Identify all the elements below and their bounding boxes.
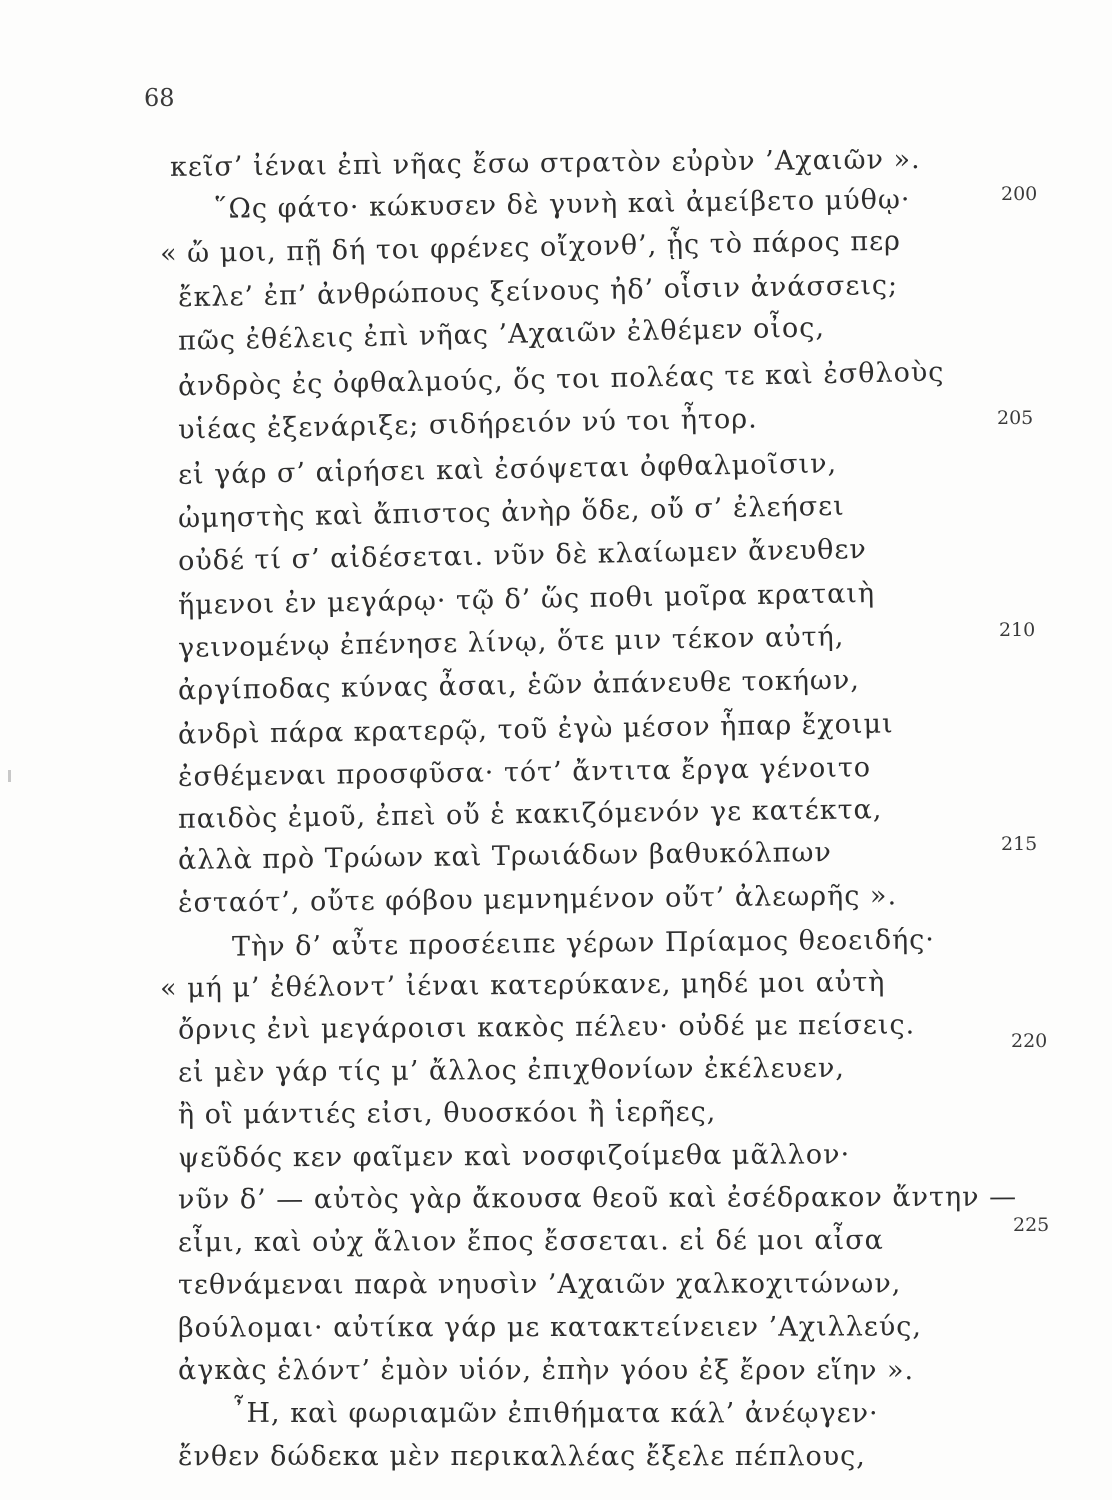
verse-line: Τὴν δ’ αὖτε προσέειπε γέρων Πρίαμος θεοειδής·	[231, 924, 936, 963]
verse-line: γεινομένῳ ἐπένησε λίνῳ, ὅτε μιν τέκον αὐτή,	[177, 621, 845, 664]
verse-line: ἢ οἳ μάντιές εἰσι, θυοσκόοι ἢ ἱερῆες,	[177, 1096, 717, 1131]
line-number: 220	[1011, 1030, 1048, 1052]
verse-line: πῶς ἐθέλεις ἐπὶ νῆας ’Αχαιῶν ἐλθέμεν οἶος,	[177, 312, 826, 357]
verse-line: υἱέας ἐξενάριξε; σιδήρειόν νύ τοι ἦτορ.	[177, 403, 758, 446]
line-number: 200	[1001, 183, 1038, 205]
verse-line: εἰ μὲν γάρ τίς μ’ ἄλλος ἐπιχθονίων ἐκέλευεν,	[177, 1052, 846, 1089]
verse-line: « μή μ’ ἐθέλοντ’ ἰέναι κατερύκανε, μηδέ μοι αὐτὴ	[159, 966, 886, 1005]
verse-line: ἔνθεν δώδεκα μὲν περικαλλέας ἔξελε πέπλους,	[178, 1441, 866, 1472]
verse-line: ψεῦδός κεν φαῖμεν καὶ νοσφιζοίμεθα μᾶλλον·	[177, 1139, 851, 1174]
verse-line: ἀνδρὶ πάρα κρατερῷ, τοῦ ἐγὼ μέσον ἧπαρ ἔχοιμι	[177, 708, 894, 751]
verse-line: ἀγκὰς ἑλόντ’ ἐμὸν υἱόν, ἐπὴν γόου ἐξ ἔρον εἵην ».	[178, 1355, 915, 1386]
line-number: 225	[1013, 1214, 1050, 1236]
verse-line: ὄρνις ἐνὶ μεγάροισι κακὸς πέλευ· οὐδέ με πείσεις.	[177, 1009, 916, 1046]
verse-line: τεθνάμεναι παρὰ νηυσὶν ’Αχαιῶν χαλκοχιτώνων,	[177, 1268, 902, 1301]
verse-line: κεῖσ’ ἰέναι ἐπὶ νῆας ἔσω στρατὸν εὐρὺν ’Αχαιῶν ».	[169, 144, 921, 183]
verse-line: « ὤ μοι, πῇ δή τοι φρένες οἴχονθ’, ᾗς τὸ πάρος περ	[159, 225, 902, 270]
verse-line: ἀργίποδας κύνας ἆσαι, ἑῶν ἀπάνευθε τοκήων,	[177, 664, 861, 707]
verse-line: ὠμηστὴς καὶ ἄπιστος ἀνὴρ ὅδε, οὔ σ’ ἐλεήσει	[177, 490, 845, 535]
verse-line: ἑσταότ’, οὔτε φόβου μεμνημένον οὔτ’ ἀλεωρῆς ».	[177, 880, 898, 919]
verse-line: ἐσθέμεναι προσφῦσα· τότ’ ἄντιτα ἔργα γένοιτο	[177, 752, 872, 793]
line-number: 210	[999, 619, 1036, 641]
verse-line: ἥμενοι ἐν μεγάρῳ· τῷ δ’ ὥς ποθι μοῖρα κραταιὴ	[177, 577, 876, 622]
verse-line: εἶμι, καὶ οὐχ ἅλιον ἔπος ἔσσεται. εἰ δέ μοι αἶσα	[177, 1224, 884, 1259]
verse-line: βούλομαι· αὐτίκα γάρ με κατακτείνειεν ’Αχιλλεύς,	[177, 1311, 923, 1344]
verse-line: ἔκλε’ ἐπ’ ἀνθρώπους ξείνους ἠδ’ οἷσιν ἀνάσσεις;	[177, 269, 899, 314]
verse-line: εἰ γάρ σ’ αἱρήσει καὶ ἐσόψεται ὀφθαλμοῖσιν,	[177, 448, 838, 491]
verse-line: ἀλλὰ πρὸ Τρώων καὶ Τρωιάδων βαθυκόλπων	[177, 837, 833, 876]
verse-line: ἀνδρὸς ἐς ὀφθαλμούς, ὅς τοι πολέας τε καὶ ἐσθλοὺς	[177, 356, 945, 403]
verse-line: οὐδέ τί σ’ αἰδέσεται. νῦν δὲ κλαίωμεν ἄνευθεν	[177, 533, 868, 578]
page-number: 68	[144, 84, 175, 112]
line-number: 215	[1001, 833, 1038, 855]
verse-line: ῞Ως φάτο· κώκυσεν δὲ γυνὴ καὶ ἀμείβετο μύθῳ·	[213, 184, 911, 225]
verse-line: παιδὸς ἐμοῦ, ἐπεὶ οὔ ἑ κακιζόμενόν γε κατέκτα,	[177, 794, 883, 835]
verse-line: ῏Η, καὶ φωριαμῶν ἐπιθήματα κάλ’ ἀνέῳγεν·	[232, 1398, 879, 1429]
verse-line: νῦν δ’ — αὐτὸς γὰρ ἄκουσα θεοῦ καὶ ἐσέδρακον ἄντην —	[177, 1181, 1018, 1216]
line-number: 205	[997, 407, 1034, 429]
